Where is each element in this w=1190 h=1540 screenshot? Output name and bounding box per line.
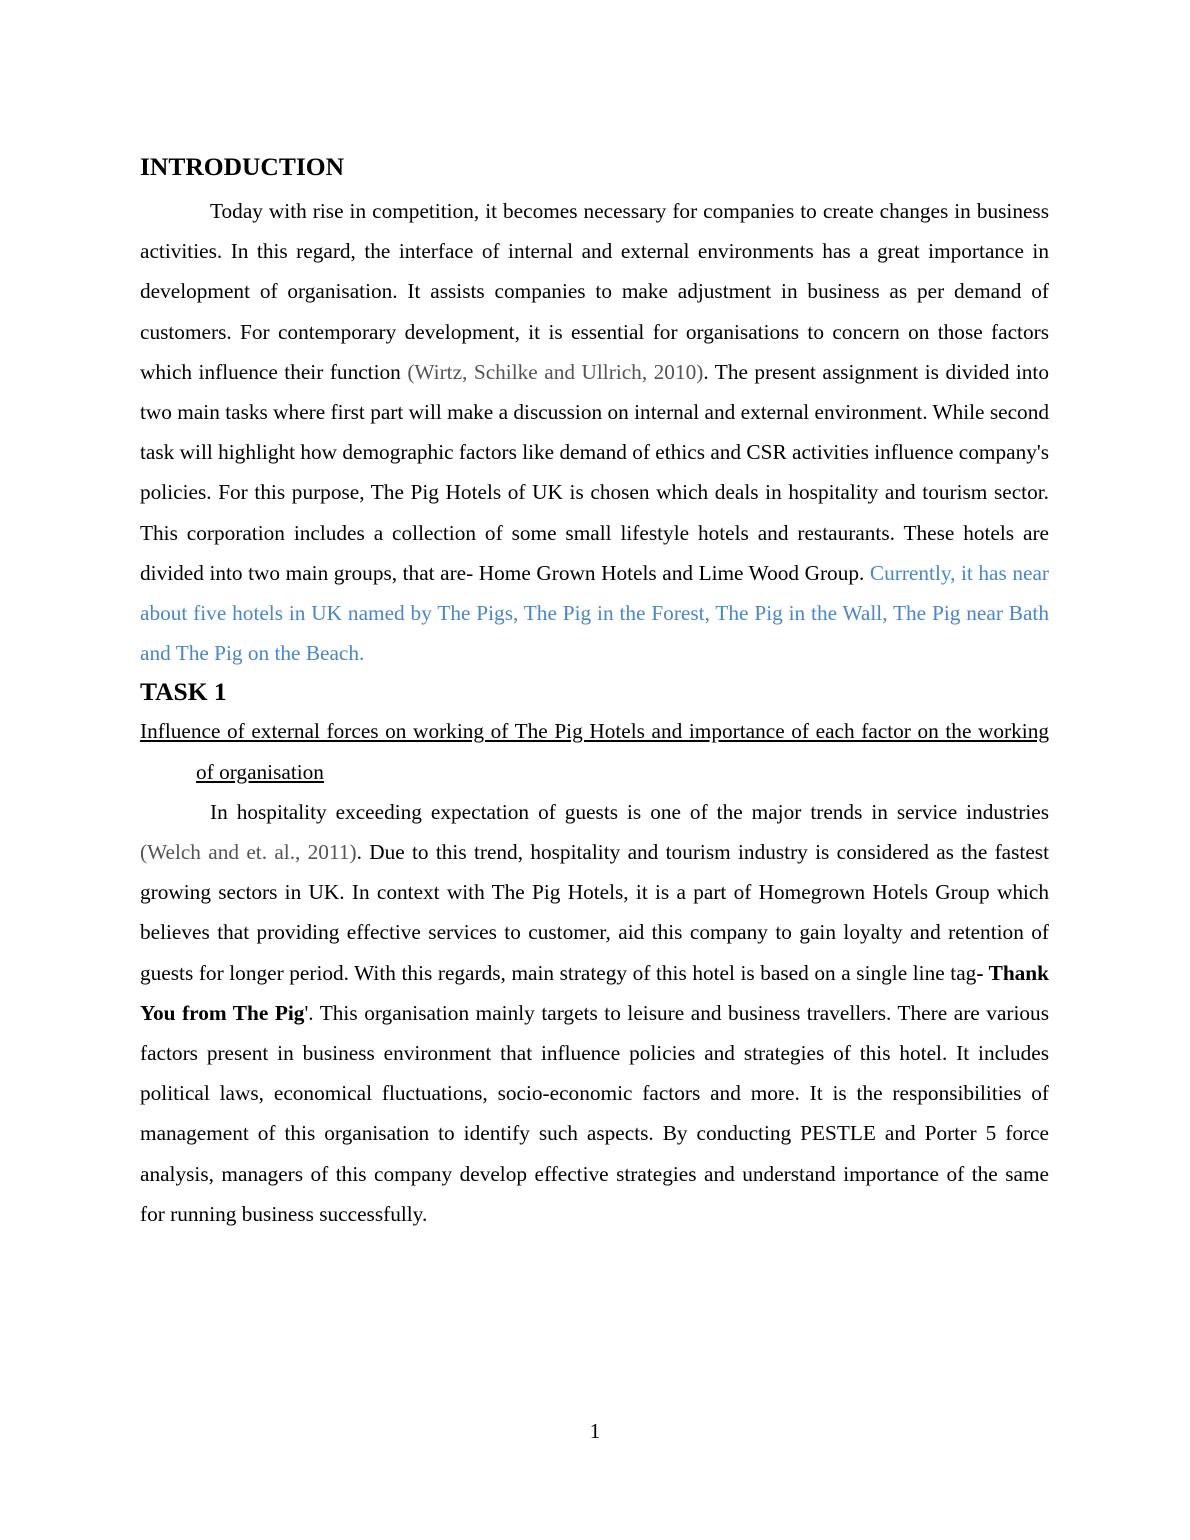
page-number: 1 xyxy=(589,1419,601,1443)
task1-subheading: Influence of external forces on working of The Pig Hotels and importance of each factor on the working of organisation xyxy=(140,719,1049,784)
introduction-highlight: Currently, it has near about five hotels in UK named by The Pigs, The Pig in the Forest, The Pig in the Wall, The Pig near Bath and The Pig on the Beach. xyxy=(140,560,1049,666)
task1-text-2: . Due to this trend, hospitality and tourism industry is considered as the fastest growing sectors in UK. In context with The Pig Hotels, it is a part of Homegrown Hotels Group which believes that providing effective services to customer, aid this company to gain loyalty and retention of guests for longer period. With this regards, main strategy of this hotel is based on a single line tag xyxy=(140,840,1049,985)
task1-paragraph xyxy=(140,792,1049,1234)
introduction-paragraph xyxy=(140,191,1049,673)
task1-text-1: In hospitality exceeding expectation of guests is one of the major trends in service industries xyxy=(210,799,1049,824)
introduction-text-2: . The present assignment is divided into two main tasks where first part will make a discussion on internal and external environment. While second task will highlight how demographic factors like demand of ethics and CSR activities influence company's policies. For this purpose, The Pig Hotels of UK is chosen which deals in hospitality and tourism sector. This corporation includes a collection of some small lifestyle hotels and restaurants. These hotels are divided into two main groups, that are- Home Grown Hotels and Lime Wood Group. xyxy=(140,359,1049,585)
task1-text-3: '. This organisation mainly targets to leisure and business travellers. There are various factors present in business environment that influence policies and strategies of this hotel. It includes political laws, economical fluctuations, socio-economic factors and more. It is the responsibilities of management of this organisation to identify such aspects. By conducting PESTLE and Porter 5 force analysis, managers of this company develop effective strategies and understand importance of the same for running business successfully. xyxy=(140,1000,1049,1226)
introduction-text-1: Today with rise in competition, it becomes necessary for companies to create changes in business activities. In this regard, the interface of internal and external environments has a great importance in development of organisation. It assists companies to make adjustment in business as per demand of customers. For contemporary development, it is essential for organisations to concern on those factors which influence their function xyxy=(140,199,1049,384)
introduction-heading: INTRODUCTION xyxy=(140,152,345,181)
task1-citation: (Welch and et. al., 2011) xyxy=(140,840,357,865)
task1-heading: TASK 1 xyxy=(140,677,227,707)
introduction-citation: (Wirtz, Schilke and Ullrich, 2010) xyxy=(407,359,704,384)
task1-bold-tag: - Thank You from The Pig xyxy=(140,960,1049,1025)
page-content xyxy=(140,148,1049,1234)
